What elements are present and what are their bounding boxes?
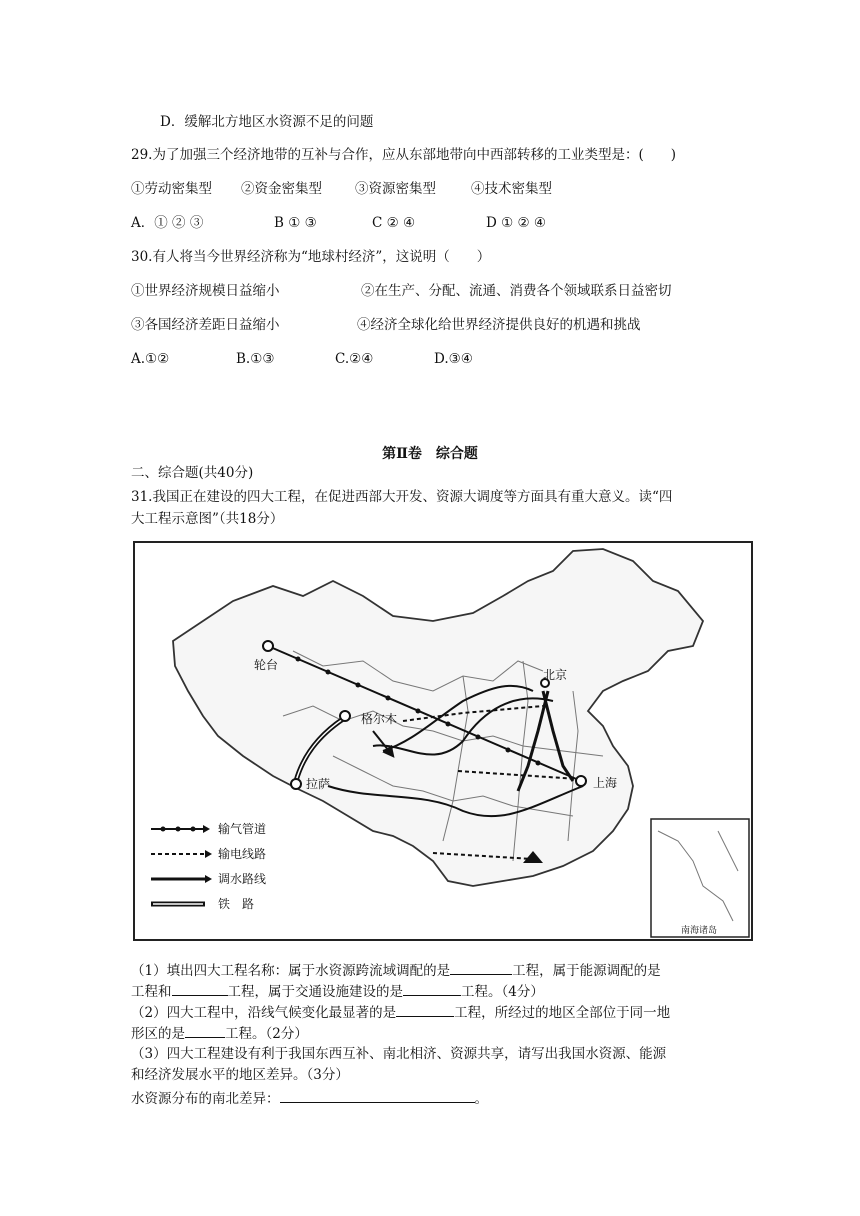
q31-p4-text-a: 水资源分布的南北差异： bbox=[131, 1091, 280, 1107]
q30-item-3: ③各国经济差距日益缩小 bbox=[131, 317, 280, 333]
city-luntai-marker bbox=[263, 641, 273, 651]
city-lhasa-label: 拉萨 bbox=[306, 777, 331, 791]
q31-part3-line2: 和经济发展水平的地区差异。（3分） bbox=[131, 1067, 349, 1083]
q31-p1-text-d: 工程，属于交通设施建设的是 bbox=[227, 984, 403, 1000]
q29-choice-a: A．① ② ③ bbox=[131, 215, 204, 231]
q29-item-4: ④技术密集型 bbox=[471, 181, 552, 197]
q29-item-3: ③资源密集型 bbox=[355, 181, 436, 197]
q31-p2-text-a: （2）四大工程中，沿线气候变化最显著的是 bbox=[131, 1005, 397, 1021]
q31-part1-line1 bbox=[131, 960, 661, 980]
q29-item-1: ①劳动密集型 bbox=[131, 181, 212, 197]
q30-choice-b: B.①③ bbox=[236, 351, 275, 367]
q31-p2-text-b: 工程，所经过的地区全部位于同一地 bbox=[454, 1005, 671, 1021]
answer-blank-energy2[interactable] bbox=[172, 981, 228, 996]
q30-choice-a: A.①② bbox=[131, 351, 170, 367]
q31-part3-line1: （3）四大工程建设有利于我国东西互补、南北相济、资源共享，请写出我国水资源、能源 bbox=[131, 1046, 667, 1062]
section-title: 第Ⅱ卷 综合题 bbox=[382, 446, 478, 462]
answer-blank-water-difference[interactable] bbox=[280, 1088, 475, 1103]
q31-stem-line1: 31.我国正在建设的四大工程，在促进西部大开发、资源大调度等方面具有重大意义。读“四 bbox=[131, 489, 673, 505]
q31-part1-line2 bbox=[131, 981, 544, 1001]
q31-part4-line bbox=[131, 1088, 488, 1108]
city-shanghai-marker bbox=[576, 776, 586, 786]
q31-p1-text-a: （1）填出四大工程名称：属于水资源跨流域调配的是 bbox=[131, 963, 451, 979]
city-luntai-label: 轮台 bbox=[254, 658, 279, 672]
q31-p1-text-c: 工程和 bbox=[131, 984, 172, 1000]
answer-blank-transport[interactable] bbox=[403, 981, 461, 996]
q31-p1-text-e: 工程。（4分） bbox=[461, 984, 544, 1000]
city-golmud-marker bbox=[340, 711, 350, 721]
legend-railway: 铁 路 bbox=[218, 897, 255, 911]
answer-blank-climate[interactable] bbox=[396, 1002, 454, 1017]
q31-p2-text-c: 形区的是 bbox=[131, 1026, 185, 1042]
q30-choice-d: D.③④ bbox=[434, 351, 473, 367]
q29-choice-d: D ① ② ④ bbox=[486, 215, 547, 231]
q30-item-4: ④经济全球化给世界经济提供良好的机遇和挑战 bbox=[357, 317, 641, 333]
legend-gas: 输气管道 bbox=[218, 822, 267, 836]
city-beijing-label: 北京 bbox=[543, 668, 568, 682]
q30-stem: 30.有人将当今世界经济称为“地球村经济”，这说明（ ） bbox=[131, 249, 491, 265]
q31-p2-text-d: 工程。（2分） bbox=[225, 1026, 308, 1042]
answer-blank-water[interactable] bbox=[450, 960, 512, 975]
q30-item-1: ①世界经济规模日益缩小 bbox=[131, 283, 280, 299]
legend-power: 输电线路 bbox=[218, 847, 267, 861]
q31-stem-line2: 大工程示意图”（共18分） bbox=[131, 511, 284, 527]
q30-choice-c: C.②④ bbox=[335, 351, 374, 367]
q29-choice-c: C ② ④ bbox=[372, 215, 416, 231]
answer-blank-terrain[interactable] bbox=[185, 1023, 225, 1038]
inset-label: 南海诸岛 bbox=[681, 926, 718, 936]
q31-p4-text-b: 。 bbox=[474, 1091, 488, 1107]
city-golmud-label: 格尔木 bbox=[361, 712, 398, 726]
q31-part2-line2 bbox=[131, 1023, 308, 1043]
q29-item-2: ②资金密集型 bbox=[241, 181, 322, 197]
q31-p1-text-b: 工程，属于能源调配的是 bbox=[512, 963, 661, 979]
q29-stem: 29.为了加强三个经济地带的互补与合作，应从东部地带向中西部转移的工业类型是：( ) bbox=[131, 147, 677, 163]
q31-part2-line1 bbox=[131, 1002, 670, 1022]
four-projects-map bbox=[133, 541, 753, 941]
legend-water: 调水路线 bbox=[218, 872, 267, 886]
q30-item-2: ②在生产、分配、流通、消费各个领域联系日益密切 bbox=[361, 283, 672, 299]
city-shanghai-label: 上海 bbox=[593, 776, 618, 790]
section-heading: 二、综合题(共40分) bbox=[131, 465, 254, 481]
city-lhasa-marker bbox=[291, 779, 301, 789]
q28-option-d: D．缓解北方地区水资源不足的问题 bbox=[160, 114, 374, 130]
q29-choice-b: B ① ③ bbox=[274, 215, 317, 231]
